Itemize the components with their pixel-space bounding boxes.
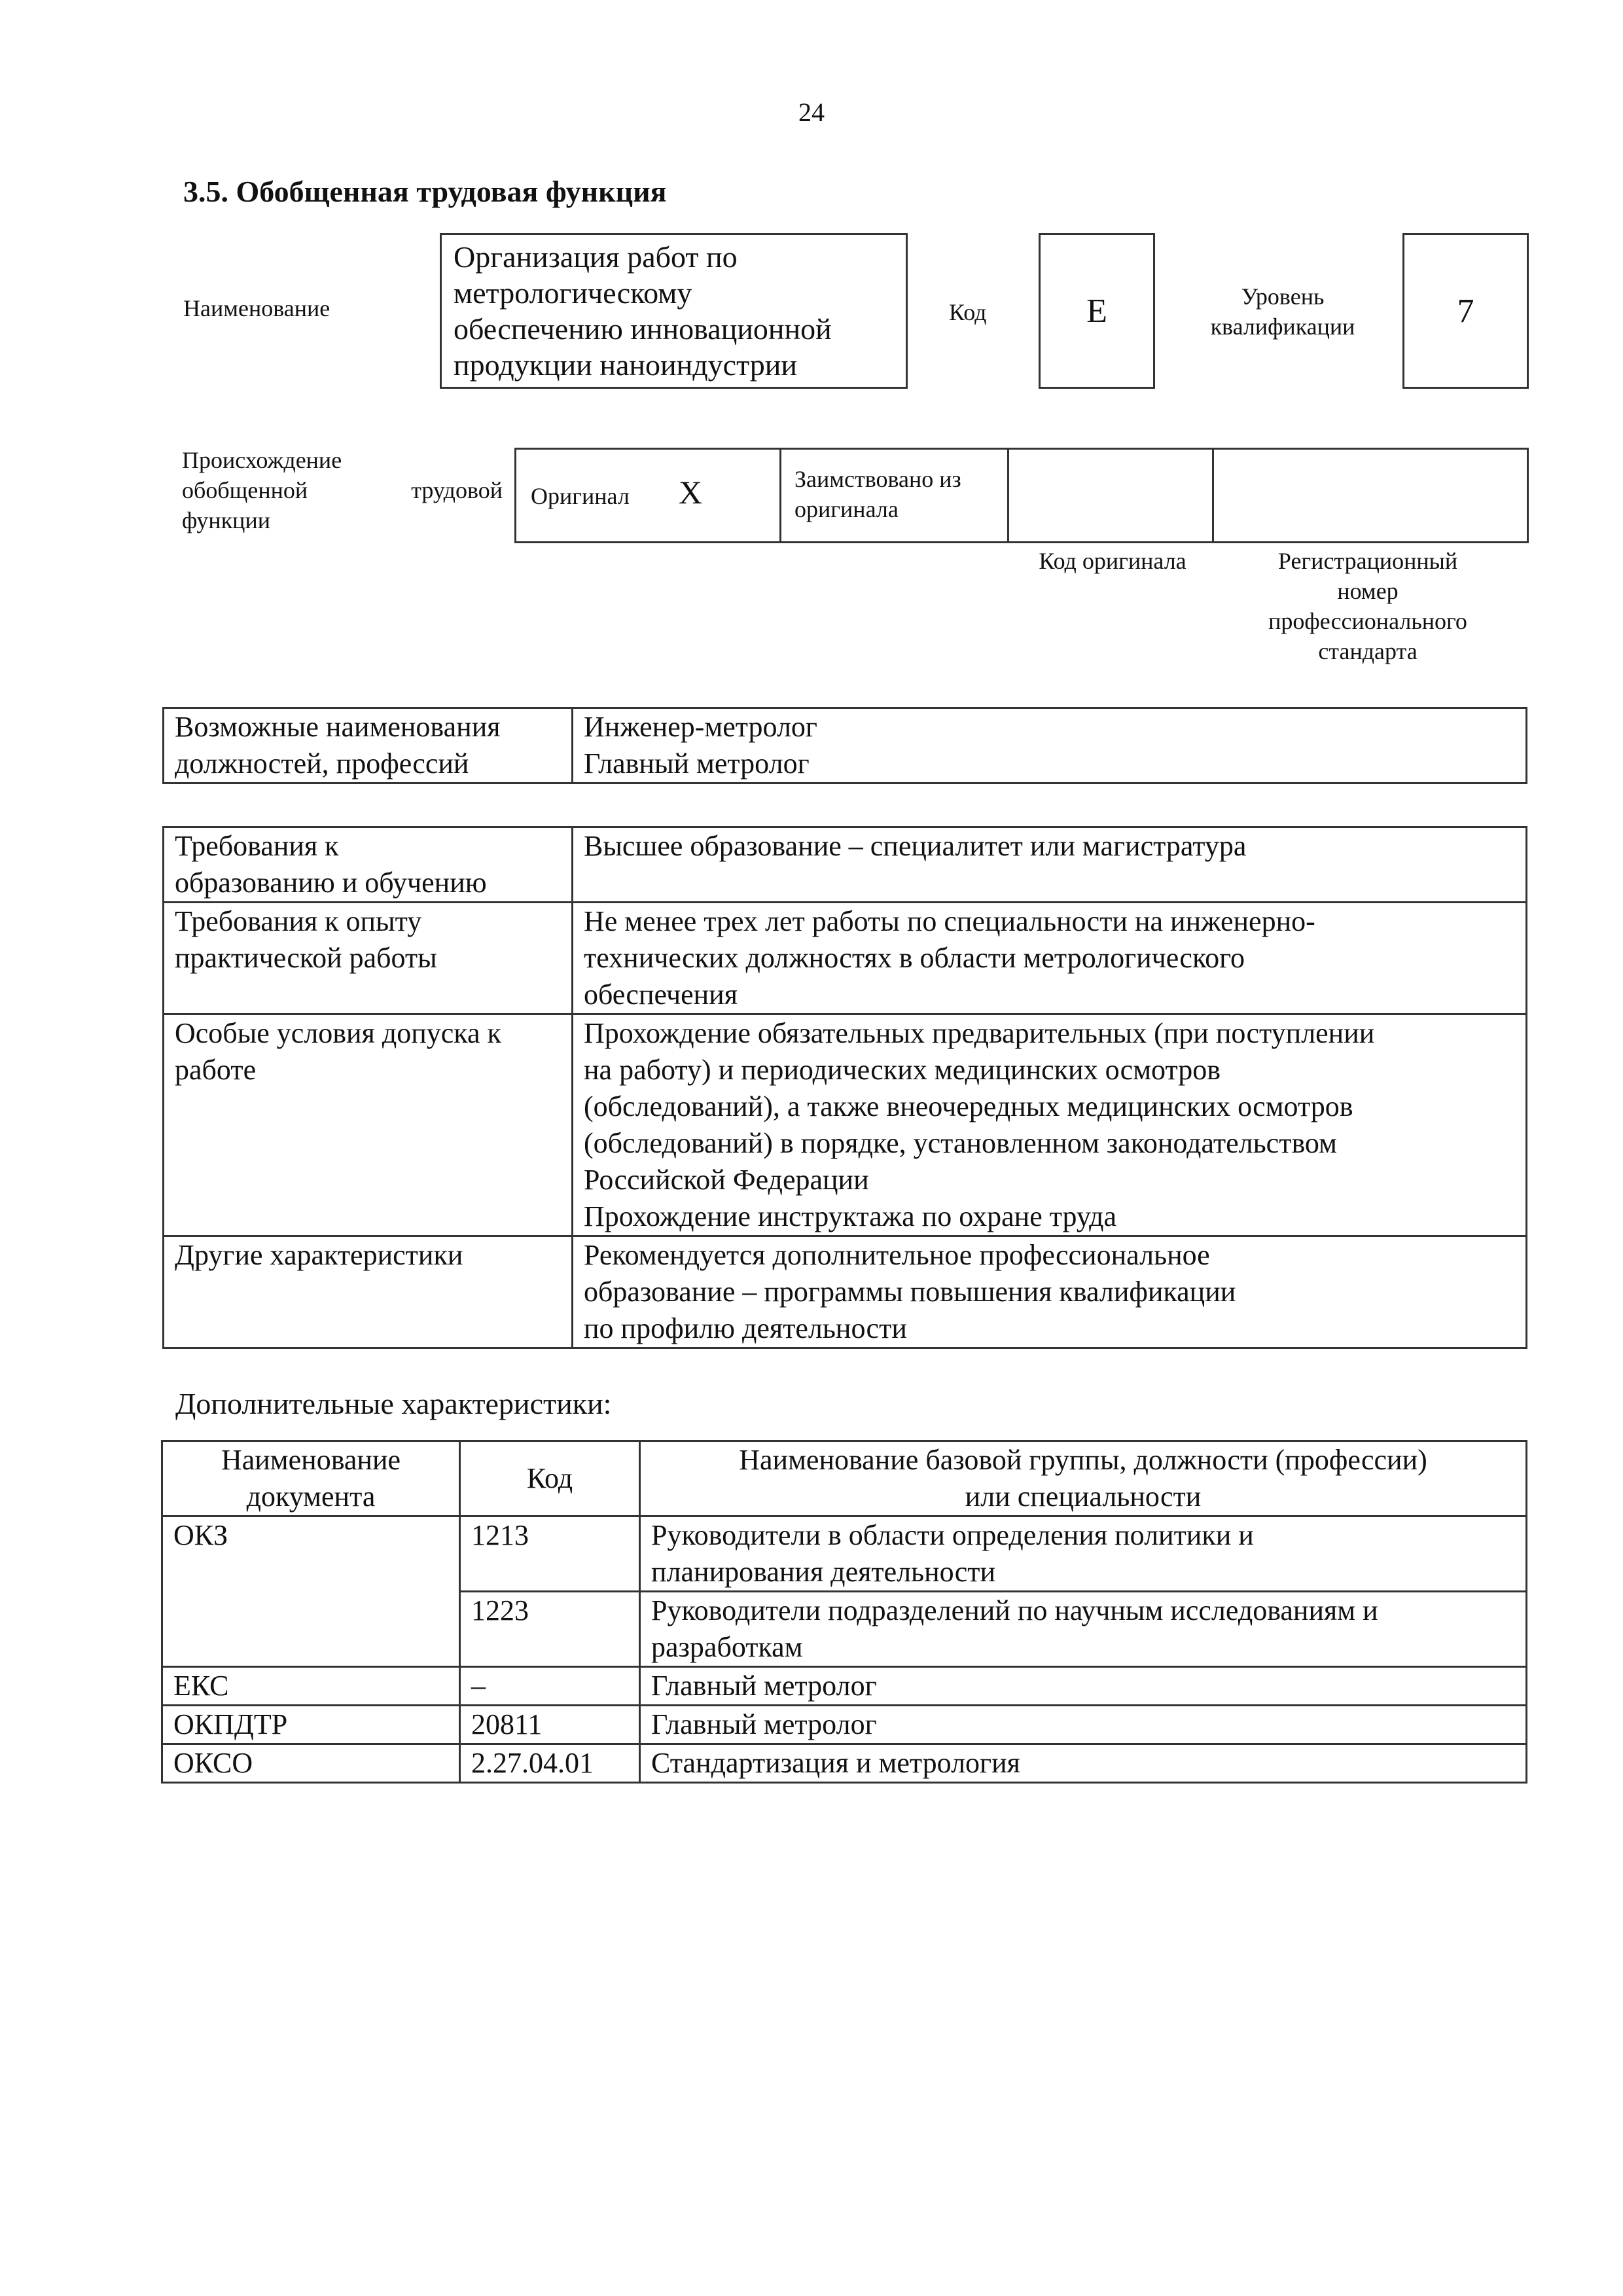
page-number: 24 bbox=[798, 98, 825, 127]
origin-label-word: трудовой bbox=[411, 477, 503, 503]
reg-caption-line: Регистрационный bbox=[1277, 548, 1458, 574]
function-name-box bbox=[440, 233, 908, 389]
reg-caption-line: стандарта bbox=[1318, 638, 1418, 664]
req-value-line: образование – программы повышения квалификации bbox=[584, 1276, 1236, 1308]
level-label-line: квалификации bbox=[1210, 314, 1355, 340]
req-label-line: Особые условия допуска к bbox=[175, 1017, 501, 1049]
original-mark: X bbox=[679, 474, 703, 511]
function-name-line: продукции наноиндустрии bbox=[454, 348, 798, 382]
section-heading: 3.5. Обобщенная трудовая функция bbox=[183, 175, 667, 208]
job-title: Инженер-метролог bbox=[584, 711, 817, 743]
code-cell: 1213 bbox=[460, 1516, 640, 1592]
req-value-line: технических должностях в области метрологического bbox=[584, 942, 1245, 974]
function-name-line: обеспечению инновационной bbox=[454, 312, 832, 346]
req-value bbox=[573, 827, 1527, 903]
req-value-line: Прохождение инструктажа по охране труда bbox=[584, 1200, 1117, 1232]
job-label-line: должностей, профессий bbox=[175, 747, 469, 780]
req-value-line: по профилю деятельности bbox=[584, 1312, 907, 1344]
job-titles-table bbox=[162, 707, 1527, 784]
name-cell bbox=[640, 1516, 1527, 1592]
req-value-line: Высшее образование – специалитет или магистратура bbox=[584, 830, 1247, 862]
borrowed-label bbox=[794, 464, 961, 524]
requirements-table bbox=[162, 826, 1527, 1349]
level-label bbox=[1185, 281, 1381, 342]
req-value-line: (обследований), а также внеочередных медицинских осмотров bbox=[584, 1090, 1353, 1122]
table-header-row bbox=[162, 1441, 1527, 1516]
table-row bbox=[164, 1236, 1527, 1348]
doc-cell: ОКСО bbox=[162, 1744, 460, 1783]
doc-cell: ОКЗ bbox=[162, 1516, 460, 1667]
header-line: Наименование базовой группы, должности (профессии) bbox=[739, 1444, 1427, 1476]
req-label-line: Требования к bbox=[175, 830, 339, 862]
origin-reg-cell bbox=[1214, 450, 1527, 541]
name-cell: Главный метролог bbox=[640, 1667, 1527, 1706]
req-label-line: Требования к опыту bbox=[175, 905, 422, 937]
origin-original-cell bbox=[516, 450, 781, 541]
name-cell bbox=[640, 1592, 1527, 1667]
req-value bbox=[573, 1014, 1527, 1236]
reg-caption-line: профессионального bbox=[1268, 608, 1467, 634]
req-label bbox=[164, 1236, 573, 1348]
job-label-line: Возможные наименования bbox=[175, 711, 501, 743]
origin-label-line: функции bbox=[182, 507, 270, 533]
name-cell: Стандартизация и метрология bbox=[640, 1744, 1527, 1783]
table-row bbox=[162, 1706, 1527, 1744]
table-row bbox=[164, 708, 1527, 783]
extra-characteristics-table bbox=[161, 1440, 1527, 1784]
function-name-line: метрологическому bbox=[454, 276, 692, 310]
req-label bbox=[164, 1014, 573, 1236]
req-label-line: образованию и обучению bbox=[175, 867, 487, 899]
name-cell: Главный метролог bbox=[640, 1706, 1527, 1744]
req-value-line: (обследований) в порядке, установленном законодательством bbox=[584, 1127, 1337, 1159]
name-line: разработкам bbox=[651, 1631, 803, 1663]
function-name-line: Организация работ по bbox=[454, 240, 738, 274]
borrowed-label-line: оригинала bbox=[794, 496, 899, 522]
req-value bbox=[573, 903, 1527, 1014]
doc-cell: ЕКС bbox=[162, 1667, 460, 1706]
code-original-caption: Код оригинала bbox=[1039, 548, 1186, 574]
header-document bbox=[162, 1441, 460, 1516]
job-title: Главный метролог bbox=[584, 747, 810, 780]
header-name bbox=[640, 1441, 1527, 1516]
req-value-line: Не менее трех лет работы по специальности на инженерно- bbox=[584, 905, 1315, 937]
table-row bbox=[162, 1516, 1527, 1592]
original-label: Оригинал bbox=[531, 483, 630, 509]
header-code: Код bbox=[460, 1441, 640, 1516]
req-value-line: Прохождение обязательных предварительных (при поступлении bbox=[584, 1017, 1375, 1049]
level-value: 7 bbox=[1402, 233, 1529, 389]
origin-label-word: обобщенной bbox=[182, 477, 308, 503]
req-value-line: обеспечения bbox=[584, 978, 738, 1011]
header-line: документа bbox=[246, 1480, 376, 1513]
origin-table bbox=[514, 448, 1529, 543]
additional-title: Дополнительные характеристики: bbox=[175, 1387, 612, 1420]
level-label-line: Уровень bbox=[1241, 283, 1325, 310]
req-label-line: Другие характеристики bbox=[175, 1239, 463, 1271]
code-cell: 20811 bbox=[460, 1706, 640, 1744]
reg-caption-line: номер bbox=[1337, 578, 1399, 604]
table-row bbox=[164, 903, 1527, 1014]
name-line: Руководители подразделений по научным исследованиям и bbox=[651, 1594, 1378, 1626]
origin-label-line bbox=[182, 475, 503, 505]
header-line: или специальности bbox=[965, 1480, 1202, 1513]
table-row bbox=[162, 1744, 1527, 1783]
name-line: Руководители в области определения политики и bbox=[651, 1519, 1254, 1551]
job-titles-values bbox=[573, 708, 1527, 783]
name-label: Наименование bbox=[183, 295, 330, 321]
origin-borrowed-cell bbox=[781, 450, 1009, 541]
code-cell: 1223 bbox=[460, 1592, 640, 1667]
req-value-line: Рекомендуется дополнительное профессиональное bbox=[584, 1239, 1210, 1271]
header-line: Наименование bbox=[221, 1444, 401, 1476]
table-row bbox=[162, 1667, 1527, 1706]
req-label-line: практической работы bbox=[175, 942, 437, 974]
req-value-line: Российской Федерации bbox=[584, 1164, 869, 1196]
req-value-line: на работу) и периодических медицинских осмотров bbox=[584, 1054, 1221, 1086]
origin-label-line: Происхождение bbox=[182, 447, 342, 473]
req-label-line: работе bbox=[175, 1054, 257, 1086]
origin-code-cell bbox=[1009, 450, 1214, 541]
origin-label bbox=[182, 445, 503, 535]
reg-number-caption bbox=[1237, 546, 1499, 666]
code-value: E bbox=[1039, 233, 1155, 389]
code-cell: 2.27.04.01 bbox=[460, 1744, 640, 1783]
code-cell: – bbox=[460, 1667, 640, 1706]
table-row bbox=[164, 827, 1527, 903]
borrowed-label-line: Заимствовано из bbox=[794, 466, 961, 492]
doc-cell: ОКПДТР bbox=[162, 1706, 460, 1744]
code-label: Код bbox=[949, 299, 987, 325]
table-row bbox=[164, 1014, 1527, 1236]
req-label bbox=[164, 827, 573, 903]
job-titles-label bbox=[164, 708, 573, 783]
name-line: планирования деятельности bbox=[651, 1556, 996, 1588]
req-label bbox=[164, 903, 573, 1014]
req-value bbox=[573, 1236, 1527, 1348]
